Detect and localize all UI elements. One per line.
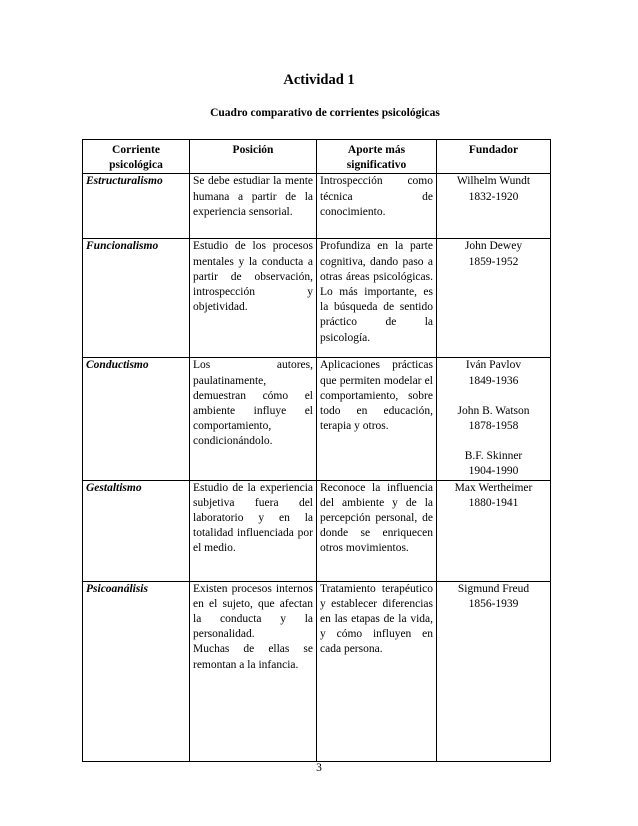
row-fundador bbox=[437, 239, 551, 358]
founder-years: 1878-1958 bbox=[468, 420, 519, 433]
founder-years: 1856-1939 bbox=[468, 597, 519, 610]
row-fundador bbox=[437, 581, 551, 761]
row-corriente: Psicoanálisis bbox=[83, 581, 190, 761]
founder-name: B.F. Skinner bbox=[464, 450, 523, 463]
row-corriente: Gestaltismo bbox=[83, 480, 190, 581]
row-corriente: Funcionalismo bbox=[83, 239, 190, 358]
row-aporte: Aplicaciones prácticas que permiten modelar el comportamiento, sobre todo en educación, terapia y otros. bbox=[317, 358, 437, 480]
row-aporte: Profundiza en la parte cognitiva, dando paso a otras áreas psicológicas. Lo más importante, es la búsqueda de sentido práctico de la psicología. bbox=[317, 239, 437, 358]
founder-name: Sigmund Freud bbox=[457, 582, 530, 595]
row-fundador bbox=[437, 480, 551, 581]
row-fundador bbox=[437, 174, 551, 239]
founder-years: 1904-1990 bbox=[468, 465, 519, 478]
row-aporte: Introspección como técnica de conocimiento. bbox=[317, 174, 437, 239]
table-caption: Cuadro comparativo de corrientes psicológicas bbox=[210, 107, 440, 119]
row-posicion: Estudio de la experiencia subjetiva fuera del laboratorio y en la totalidad influenciada por el medio. bbox=[190, 480, 317, 581]
table-row bbox=[83, 581, 551, 761]
founder-years: 1849-1936 bbox=[468, 374, 519, 387]
founder-name: Iván Pavlov bbox=[465, 359, 522, 372]
founder-years: 1859-1952 bbox=[468, 255, 519, 268]
row-posicion: Estudio de los procesos mentales y la conducta a partir de observación, introspección y objetividad. bbox=[190, 239, 317, 358]
row-posicion: Se debe estudiar la mente humana a partir de la experiencia sensorial. bbox=[190, 174, 317, 239]
header-fundador: Fundador bbox=[437, 140, 551, 174]
comparison-table bbox=[82, 139, 551, 762]
founder-years: 1832-1920 bbox=[468, 190, 519, 203]
founder-name: John B. Watson bbox=[457, 404, 530, 417]
table-row bbox=[83, 174, 551, 239]
header-corriente: Corriente psicológica bbox=[83, 140, 190, 174]
header-aporte: Aporte más significativo bbox=[317, 140, 437, 174]
founder-name: Wilhelm Wundt bbox=[456, 175, 531, 188]
posicion-paragraph: Muchas de ellas se remontan a la infancia. bbox=[193, 643, 313, 671]
row-posicion: Los autores, paulatinamente, demuestran cómo el ambiente influye el comportamiento, condicionándolo. bbox=[190, 358, 317, 480]
row-aporte: Reconoce la influencia del ambiente y de la percepción personal, de donde se enriquecen otros movimientos. bbox=[317, 480, 437, 581]
header-posicion: Posición bbox=[190, 140, 317, 174]
table-row bbox=[83, 480, 551, 581]
founder-years: 1880-1941 bbox=[468, 496, 519, 509]
row-posicion bbox=[190, 581, 317, 761]
row-corriente: Conductismo bbox=[83, 358, 190, 480]
table-row bbox=[83, 239, 551, 358]
table-header-row bbox=[83, 140, 551, 174]
founder-name: Max Wertheimer bbox=[454, 481, 533, 494]
founder-name: John Dewey bbox=[464, 240, 523, 253]
table-row bbox=[83, 358, 551, 480]
page-title: Actividad 1 bbox=[283, 72, 355, 88]
row-aporte: Tratamiento terapéutico y establecer diferencias en las etapas de la vida, y cómo influyen en cada persona. bbox=[317, 581, 437, 761]
page-number: 3 bbox=[316, 762, 322, 774]
posicion-paragraph: Existen procesos internos en el sujeto, que afectan la conducta y la personalidad. bbox=[193, 582, 313, 641]
row-corriente: Estructuralismo bbox=[83, 174, 190, 239]
row-fundador bbox=[437, 358, 551, 480]
